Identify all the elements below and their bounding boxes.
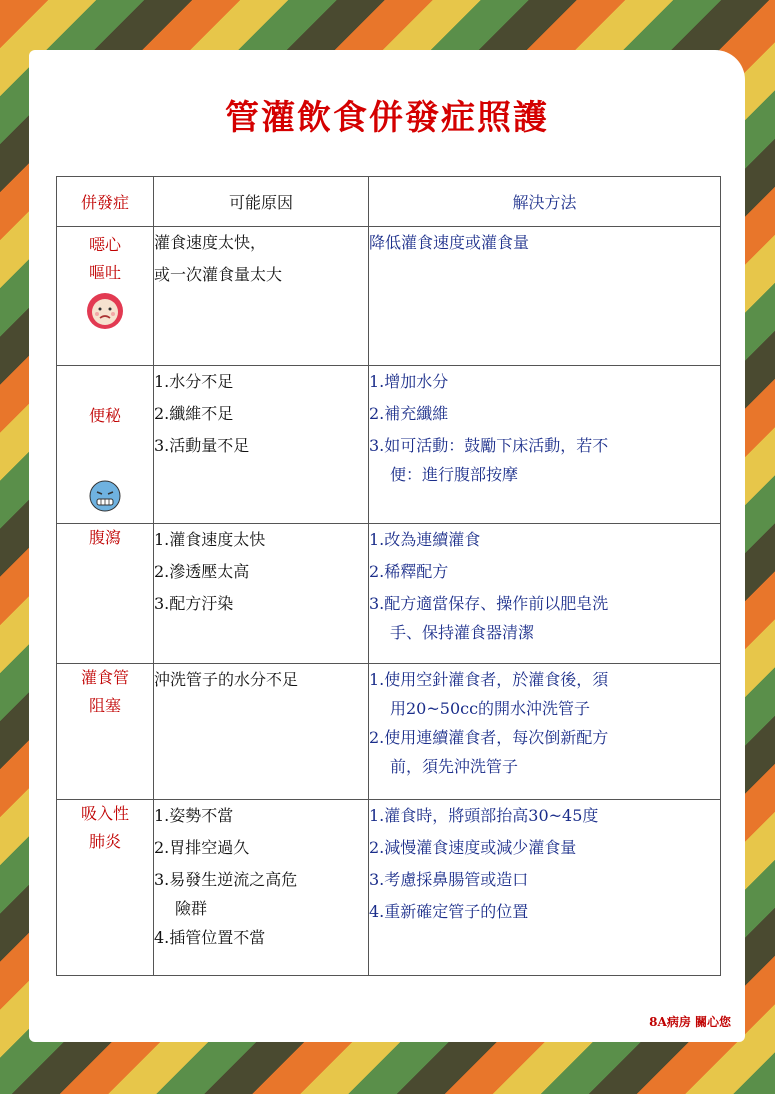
table-row xyxy=(57,664,721,800)
table-row xyxy=(57,800,721,976)
cause-line: 或一次灌食量太大 xyxy=(154,265,283,284)
complication-cell xyxy=(57,524,154,664)
solution-line-cont: 前，須先沖洗管子 xyxy=(390,757,519,776)
cause-line-cont: 險群 xyxy=(175,899,208,918)
cause-line: 2.胃排空過久 xyxy=(154,838,250,857)
solution-line: 1.改為連續灌食 xyxy=(369,530,481,549)
complication-cell xyxy=(57,664,154,800)
complication-name: 腹瀉 xyxy=(88,528,121,547)
cause-line: 3.配方汙染 xyxy=(154,594,234,613)
complication-name: 嘔吐 xyxy=(88,263,121,282)
solution-line: 2.稀釋配方 xyxy=(369,562,449,581)
solution-line: 3.配方適當保存、操作前以肥皂洗 xyxy=(369,594,609,613)
solution-line: 3.如可活動：鼓勵下床活動，若不 xyxy=(369,436,609,455)
cause-cell xyxy=(154,227,369,366)
cause-line: 3.易發生逆流之高危 xyxy=(154,870,298,889)
solution-line-cont: 便：進行腹部按摩 xyxy=(390,465,519,484)
solution-cell xyxy=(369,227,721,366)
cause-line: 3.活動量不足 xyxy=(154,436,250,455)
cause-line: 2.纖維不足 xyxy=(154,404,234,423)
solution-cell xyxy=(369,800,721,976)
solution-line: 1.灌食時，將頭部抬高30~45度 xyxy=(369,806,599,825)
solution-line: 2.減慢灌食速度或減少灌食量 xyxy=(369,838,577,857)
poster-paper xyxy=(29,50,745,1042)
cause-cell xyxy=(154,800,369,976)
solution-line: 降低灌食速度或灌食量 xyxy=(369,233,530,252)
solution-line: 2.使用連續灌食者，每次倒新配方 xyxy=(369,728,609,747)
solution-line: 1.增加水分 xyxy=(369,372,449,391)
strained-face-icon xyxy=(87,478,123,514)
cause-cell xyxy=(154,366,369,524)
solution-line-cont: 手、保持灌食器清潔 xyxy=(390,623,535,642)
table-row xyxy=(57,366,721,524)
table-row xyxy=(57,227,721,366)
complication-cell xyxy=(57,227,154,366)
footer-note: 8A病房 關心您 xyxy=(649,1015,731,1029)
cause-line: 灌食速度太快， xyxy=(154,233,267,252)
solution-cell xyxy=(369,366,721,524)
solution-line: 3.考慮採鼻腸管或造口 xyxy=(369,870,529,889)
cause-cell xyxy=(154,524,369,664)
complication-name: 阻塞 xyxy=(88,696,121,715)
cause-line: 4.插管位置不當 xyxy=(154,928,266,947)
cause-line: 沖洗管子的水分不足 xyxy=(154,670,299,689)
cause-cell xyxy=(154,664,369,800)
complication-name: 噁心 xyxy=(88,235,121,254)
solution-line: 4.重新確定管子的位置 xyxy=(369,902,529,921)
header-cause: 可能原因 xyxy=(154,177,369,227)
solution-cell xyxy=(369,524,721,664)
complication-name: 灌食管 xyxy=(80,668,129,687)
solution-line-cont: 用20~50cc的開水沖洗管子 xyxy=(390,699,591,718)
complication-name: 吸入性 xyxy=(80,804,129,823)
complication-name: 便秘 xyxy=(88,406,121,425)
cause-line: 2.滲透壓太高 xyxy=(154,562,250,581)
cause-line: 1.灌食速度太快 xyxy=(154,530,266,549)
nauseous-face-icon xyxy=(87,293,123,329)
cause-line: 1.姿勢不當 xyxy=(154,806,234,825)
table-row xyxy=(57,524,721,664)
cause-line: 1.水分不足 xyxy=(154,372,234,391)
complication-cell xyxy=(57,366,154,524)
solution-line: 1.使用空針灌食者，於灌食後，須 xyxy=(369,670,609,689)
page-title: 管灌飲食併發症照護 xyxy=(225,98,549,138)
solution-cell xyxy=(369,664,721,800)
header-complication: 併發症 xyxy=(57,177,154,227)
complication-name: 肺炎 xyxy=(88,832,121,851)
header-solution: 解決方法 xyxy=(369,177,721,227)
complication-cell xyxy=(57,800,154,976)
solution-line: 2.補充纖維 xyxy=(369,404,449,423)
complications-table xyxy=(56,176,721,976)
table-header-row xyxy=(57,177,721,227)
